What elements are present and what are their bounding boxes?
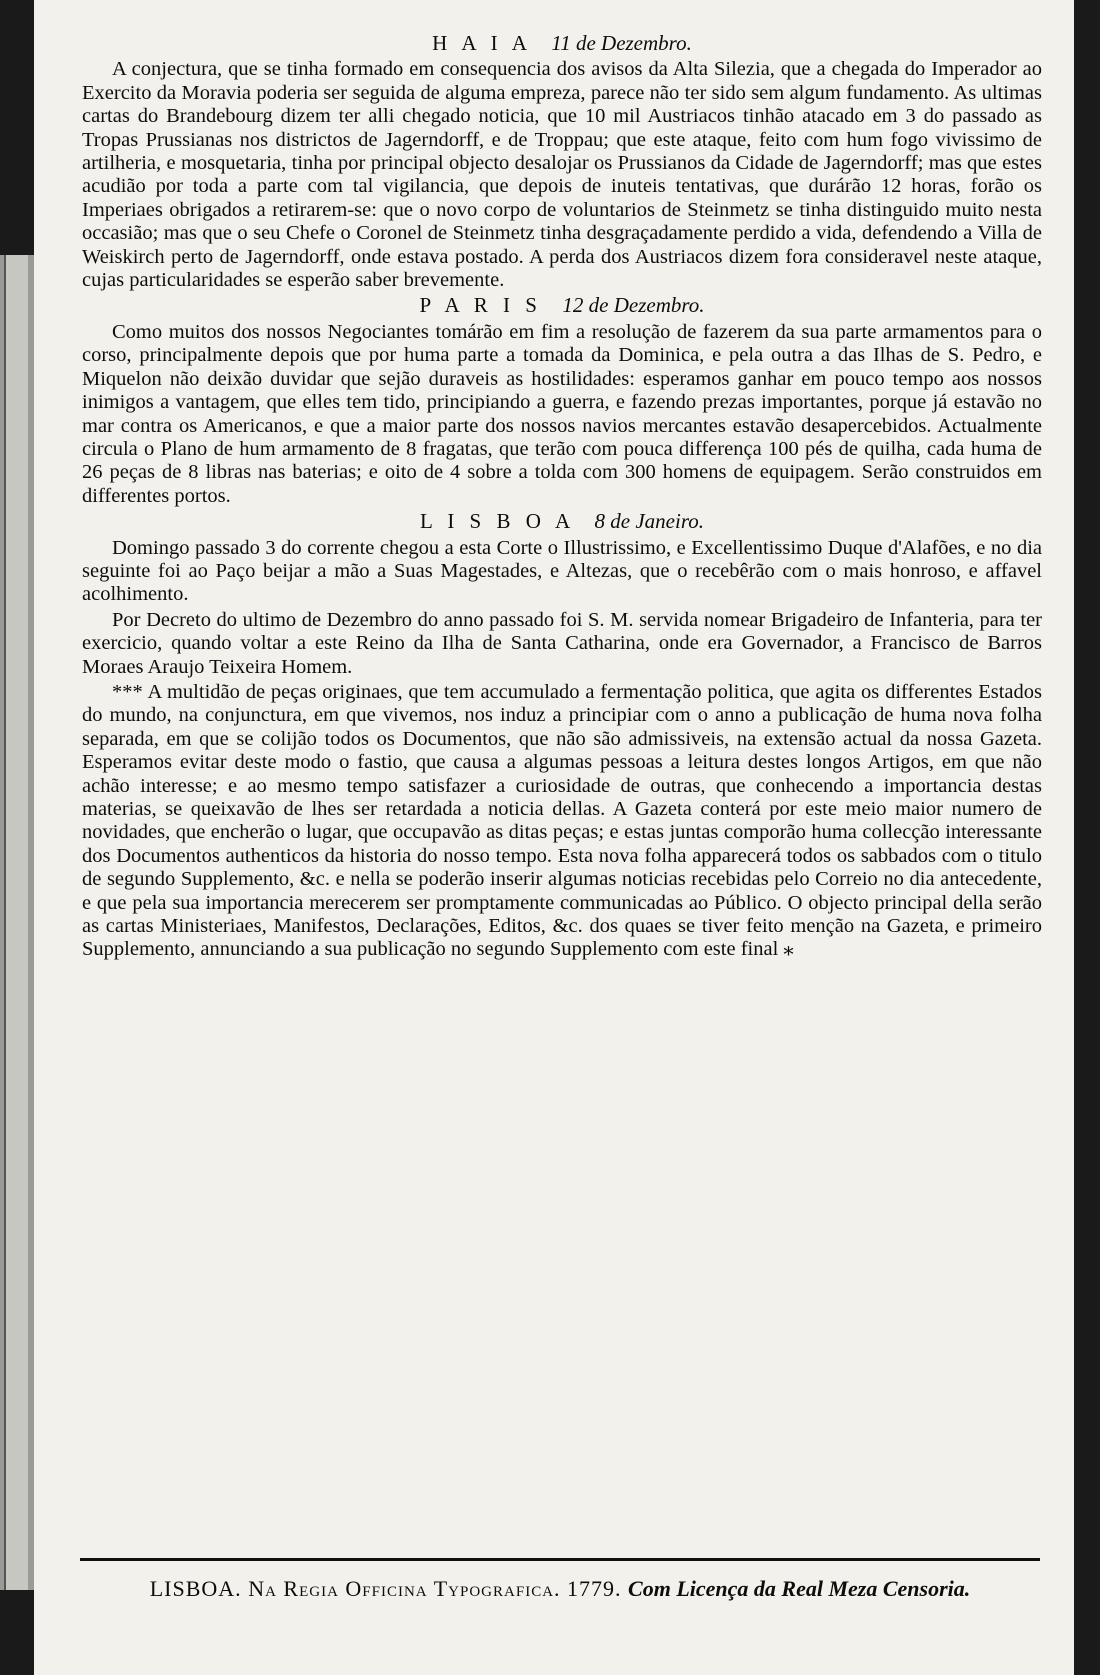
section-header-lisboa	[82, 510, 1042, 533]
notice-paragraph: *** A multidão de peças originaes, que tem accumulado a fermentação politica, que agita os differentes Estados do mundo, na conjunctura, em que vivemos, nos induz a principiar com o anno a publicação de huma nova folha separada, em que se colijão todos os Documentos, que não são admissiveis, na extensão actual da nossa Gazeta. Esperamos evitar deste modo o fastio, que causa a algumas pessoas a leitura destes longos Artigos, em que não achão interesse; e ao mesmo tempo satisfazer a curiosidade de outras, que conhecendo a importancia destas materias, se queixavão de lhes ser retardada a noticia dellas. A Gazeta conterá por este meio maior numero de novidades, que encherão o lugar, que occupavão as ditas peças; e estas juntas comporão huma collecção interessante dos Documentos authenticos da historia do nosso tempo. Esta nova folha apparecerá todos os sabbados com o titulo de segundo Supplemento, &c. e nella se poderão inserir algumas noticias recebidas pelo Correio no dia antecedente, e que pela sua importancia merecerem ser promptamente communicadas ao Público. O objecto principal della serão as cartas Ministeriaes, Manifestos, Declarações, Editos, &c. dos quaes se tiver feito menção na Gazeta, e primeiro Supplemento, annunciando a sua publicação no segundo Supplemento com este final ⁎	[82, 680, 1042, 961]
imprint-license: Com Licença da Real Meza Censoria.	[628, 1576, 971, 1601]
dateline: 11 de Dezembro.	[551, 31, 692, 55]
imprint-office: Na Regia Officina Typografica. 1779.	[248, 1576, 622, 1601]
section-header-paris	[82, 294, 1042, 317]
scan-edge-bar	[4, 255, 28, 1590]
dateline: 12 de Dezembro.	[562, 293, 705, 318]
imprint	[80, 1576, 1040, 1602]
newspaper-page	[34, 0, 1074, 1675]
gazette-text	[82, 30, 1042, 964]
footer-rule	[80, 1558, 1040, 1561]
bleed-through-text	[560, 1622, 1010, 1642]
imprint-city: LISBOA.	[149, 1576, 242, 1601]
article-paragraph: Como muitos dos nossos Negociantes tomárão em fim a resolução de fazerem da sua parte armamentos para o corso, principalmente depois que por huma parte a tomada da Dominica, e pela outra a das Ilhas de S. Pedro, e Miquelon não deixão duvidar que sejão duraveis as hostilidades: esperamos ganhar em pouco tempo aos nossos inimigos a vantagem, que elles tem tido, principiando a guerra, e fazendo prezas importantes, porque já estavão no mar contra os Americanos, e que a maior parte dos nossos navios mercantes estavão desapercebidos. Actualmente circula o Plano de hum armamento de 8 fragatas, que terão com pouca differença 100 pés de quilha, cada huma de 26 peças de 8 libras nas baterias; e oito de 4 sobre a tolda com 300 homens de equipagem. Serão construidos em differentes portos.	[82, 320, 1042, 507]
place-name: L I S B O A	[420, 509, 575, 534]
article-paragraph: Domingo passado 3 do corrente chegou a esta Corte o Illustrissimo, e Excellentissimo Duque d'Alafões, e no dia seguinte foi ao Paço beijar a mão a Suas Magestades, e Altezas, que o recebêrão com o mais honroso, e affavel acolhimento.	[82, 536, 1042, 606]
place-name: H A I A	[432, 31, 531, 55]
scan-edge	[0, 255, 34, 1590]
place-name: P A R I S	[419, 293, 542, 318]
article-paragraph: A conjectura, que se tinha formado em consequencia dos avisos da Alta Silezia, que a chegada do Imperador ao Exercito da Moravia poderia ser seguida de alguma empreza, parece não ter sido sem algum fundamento. As ultimas cartas do Brandebourg dizem ter alli chegado noticia, que 10 mil Austriacos tinhão atacado em 3 do passado as Tropas Prussianas nos districtos de Jagerndorff, e de Troppau; que este ataque, feito com hum fogo vivissimo de artilheria, e mosquetaria, tinha por principal objecto desalojar os Prussianos da Cidade de Jagerndorff; mas que estes acudião por toda a parte com tal vigilancia, que depois de inuteis tentativas, que durárão 12 horas, forão os Imperiaes obrigados a retirarem-se: que o novo corpo de voluntarios de Steinmetz se tinha distinguido muito nesta occasião; mas que o seu Chefe o Coronel de Steinmetz tinha desgraçadamente perdido a vida, defendendo a Villa de Weiskirch perto de Jagerndorff, onde estava postado. A perda dos Austriacos dizem fora consideravel neste ataque, cujas particularidades se esperão saber brevemente.	[82, 58, 1042, 292]
section-header-haia	[82, 32, 1042, 55]
article-paragraph: Por Decreto do ultimo de Dezembro do anno passado foi S. M. servida nomear Brigadeiro de Infanteria, para ter exercicio, quando voltar a este Reino da Ilha de Santa Catharina, onde era Governador, a Francisco de Barros Moraes Araujo Teixeira Homem.	[82, 608, 1042, 678]
dateline: 8 de Janeiro.	[594, 509, 704, 534]
